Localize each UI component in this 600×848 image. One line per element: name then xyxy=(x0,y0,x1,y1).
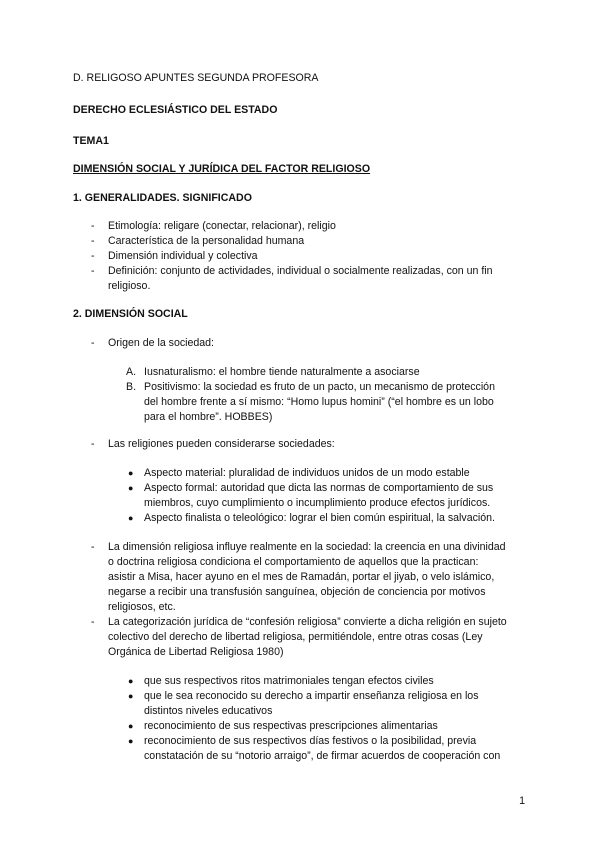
bullet-marker: ● xyxy=(128,676,134,686)
dash-marker: - xyxy=(91,250,95,262)
dash-marker: - xyxy=(91,337,95,349)
rights-item: que le sea reconocido su derecho a impartir enseñanza religiosa en los xyxy=(144,690,479,702)
category-paragraph-line: colectivo del derecho de libertad religiosa, permitiéndole, entre otras cosas (Ley xyxy=(108,631,483,643)
list-item: Dimensión individual y colectiva xyxy=(108,250,258,262)
rights-item: reconocimiento de sus respectivas prescripciones alimentarias xyxy=(144,720,438,732)
dash-marker: - xyxy=(91,541,95,553)
category-paragraph: La categorización jurídica de “confesión religiosa” convierte a dicha religión en sujeto xyxy=(108,616,507,628)
aspect-item: Aspecto finalista o teleológico: lograr el bien común espiritual, la salvación. xyxy=(144,512,495,524)
origin-item-a: Iusnaturalismo: el hombre tiende naturalmente a asociarse xyxy=(144,366,420,378)
letter-marker: B. xyxy=(126,381,137,393)
dash-marker: - xyxy=(91,616,95,628)
bullet-marker: ● xyxy=(128,691,134,701)
bullet-marker: ● xyxy=(128,468,134,478)
bullet-marker: ● xyxy=(128,483,134,493)
dash-marker: - xyxy=(91,265,95,277)
rights-item: reconocimiento de sus respectivos días festivos o la posibilidad, previa xyxy=(144,735,477,747)
chapter-title: DIMENSIÓN SOCIAL Y JURÍDICA DEL FACTOR RELIGIOSO xyxy=(73,163,371,175)
origin-item-b: Positivismo: la sociedad es fruto de un pacto, un mecanismo de protección xyxy=(144,381,495,393)
influence-paragraph-line: o doctrina religiosa condiciona el comportamiento de aquellos que la practican: xyxy=(108,556,479,568)
dash-marker: - xyxy=(91,220,95,232)
influence-paragraph-line: negarse a recibir una transfusión sanguínea, objeción de conciencia por motivos xyxy=(108,586,486,598)
dash-marker: - xyxy=(91,235,95,247)
rights-item: que sus respectivos ritos matrimoniales tengan efectos civiles xyxy=(144,675,434,687)
influence-paragraph-line: religiosos, etc. xyxy=(108,601,176,613)
aspect-item-line: miembros, cuyo cumplimiento o incumplimiento produce efectos jurídicos. xyxy=(144,497,491,509)
list-item: Etimología: religare (conectar, relacionar), religio xyxy=(108,220,336,232)
origin-item-b-line: para el hombre”. HOBBES) xyxy=(144,411,273,423)
tema-label: TEMA1 xyxy=(73,135,109,147)
rights-item-line: distintos niveles educativos xyxy=(144,705,273,717)
religions-label: Las religiones pueden considerarse sociedades: xyxy=(108,438,335,450)
influence-paragraph: La dimensión religiosa influye realmente en la sociedad: la creencia en una divinidad xyxy=(108,541,506,553)
aspect-item: Aspecto material: pluralidad de individuos unidos de un modo estable xyxy=(144,467,470,479)
rights-item-line: constatación de su “notorio arraigo”, de firmar acuerdos de cooperación con xyxy=(144,750,501,762)
bullet-marker: ● xyxy=(128,513,134,523)
origin-label: Origen de la sociedad: xyxy=(108,337,215,349)
list-item: Definición: conjunto de actividades, individual o socialmente realizadas, con un fin xyxy=(108,265,493,277)
bullet-marker: ● xyxy=(128,721,134,731)
dash-marker: - xyxy=(91,438,95,450)
bullet-marker: ● xyxy=(128,736,134,746)
list-item-continuation: religioso. xyxy=(108,280,151,292)
influence-paragraph-line: asistir a Misa, hacer ayuno en el mes de Ramadán, portar el jiyab, o velo islámico, xyxy=(108,571,495,583)
section1-heading: 1. GENERALIDADES. SIGNIFICADO xyxy=(73,192,252,204)
origin-item-b-line: del hombre frente a sí mismo: “Homo lupus homini” (“el hombre es un lobo xyxy=(144,396,494,408)
category-paragraph-line: Orgánica de Libertad Religiosa 1980) xyxy=(108,646,284,658)
page-number: 1 xyxy=(519,795,525,807)
section2-heading: 2. DIMENSIÓN SOCIAL xyxy=(73,308,188,320)
aspect-item: Aspecto formal: autoridad que dicta las normas de comportamiento de sus xyxy=(144,482,494,494)
letter-marker: A. xyxy=(126,366,137,378)
top-line: D. RELIGOSO APUNTES SEGUNDA PROFESORA xyxy=(73,72,319,84)
course-title: DERECHO ECLESIÁSTICO DEL ESTADO xyxy=(73,104,278,116)
list-item: Característica de la personalidad humana xyxy=(108,235,305,247)
